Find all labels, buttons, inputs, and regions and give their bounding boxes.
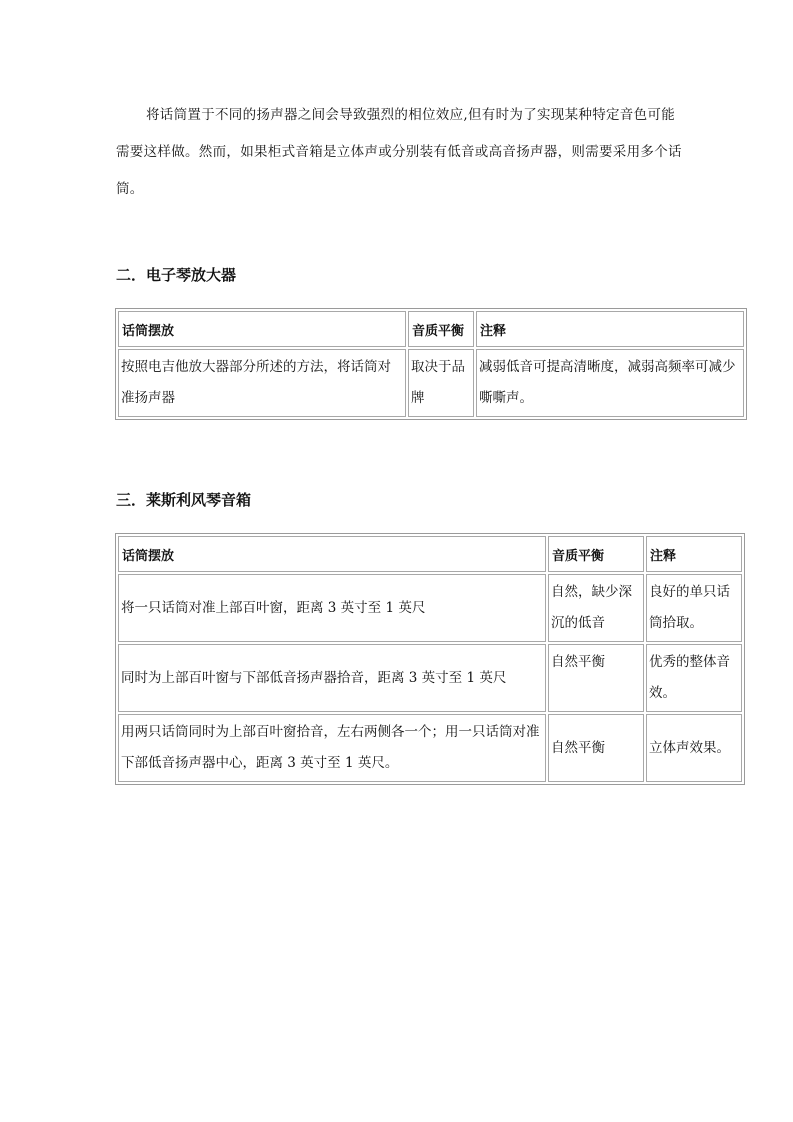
- intro-text: 将话筒置于不同的扬声器之间会导致强烈的相位效应,但有时为了实现某种特定音色可能需要这样做。然而，如果柜式音箱是立体声或分别装有低音或高音扬声器，则需要采用多个话筒。: [116, 107, 682, 197]
- cell-notes: 良好的单只话筒拾取。: [646, 574, 742, 642]
- cell-tone-balance: 自然平衡: [548, 714, 644, 782]
- header-mic-placement: 话筒摆放: [118, 536, 546, 572]
- header-tone-balance: 音质平衡: [408, 311, 474, 347]
- intro-paragraph: [116, 97, 686, 208]
- keyboard-amp-table: [115, 308, 747, 420]
- header-mic-placement: 话筒摆放: [118, 311, 406, 347]
- table-header-row: [118, 536, 742, 572]
- cell-tone-balance: 自然，缺少深沉的低音: [548, 574, 644, 642]
- section-heading-leslie-cabinet: 三．莱斯利风琴音箱: [116, 491, 252, 509]
- table-header-row: [118, 311, 744, 347]
- table-row: [118, 714, 742, 782]
- cell-notes: 立体声效果。: [646, 714, 742, 782]
- table-row: [118, 349, 744, 417]
- cell-mic-placement: 按照电吉他放大器部分所述的方法，将话筒对准扬声器: [118, 349, 406, 417]
- header-tone-balance: 音质平衡: [548, 536, 644, 572]
- header-notes: 注释: [646, 536, 742, 572]
- header-notes: 注释: [476, 311, 744, 347]
- cell-mic-placement: 将一只话筒对准上部百叶窗，距离 3 英寸至 1 英尺: [118, 574, 546, 642]
- cell-notes: 减弱低音可提高清晰度，减弱高频率可减少嘶嘶声。: [476, 349, 744, 417]
- table-row: [118, 574, 742, 642]
- cell-mic-placement: 用两只话筒同时为上部百叶窗拾音，左右两侧各一个；用一只话筒对准下部低音扬声器中心，距离 3 英寸至 1 英尺。: [118, 714, 546, 782]
- table-row: [118, 644, 742, 712]
- cell-tone-balance: 自然平衡: [548, 644, 644, 712]
- section-heading-electronic-keyboard: 二．电子琴放大器: [116, 266, 237, 284]
- leslie-cabinet-table: [115, 533, 745, 785]
- cell-notes: 优秀的整体音效。: [646, 644, 742, 712]
- cell-mic-placement: 同时为上部百叶窗与下部低音扬声器拾音，距离 3 英寸至 1 英尺: [118, 644, 546, 712]
- cell-tone-balance: 取决于品牌: [408, 349, 474, 417]
